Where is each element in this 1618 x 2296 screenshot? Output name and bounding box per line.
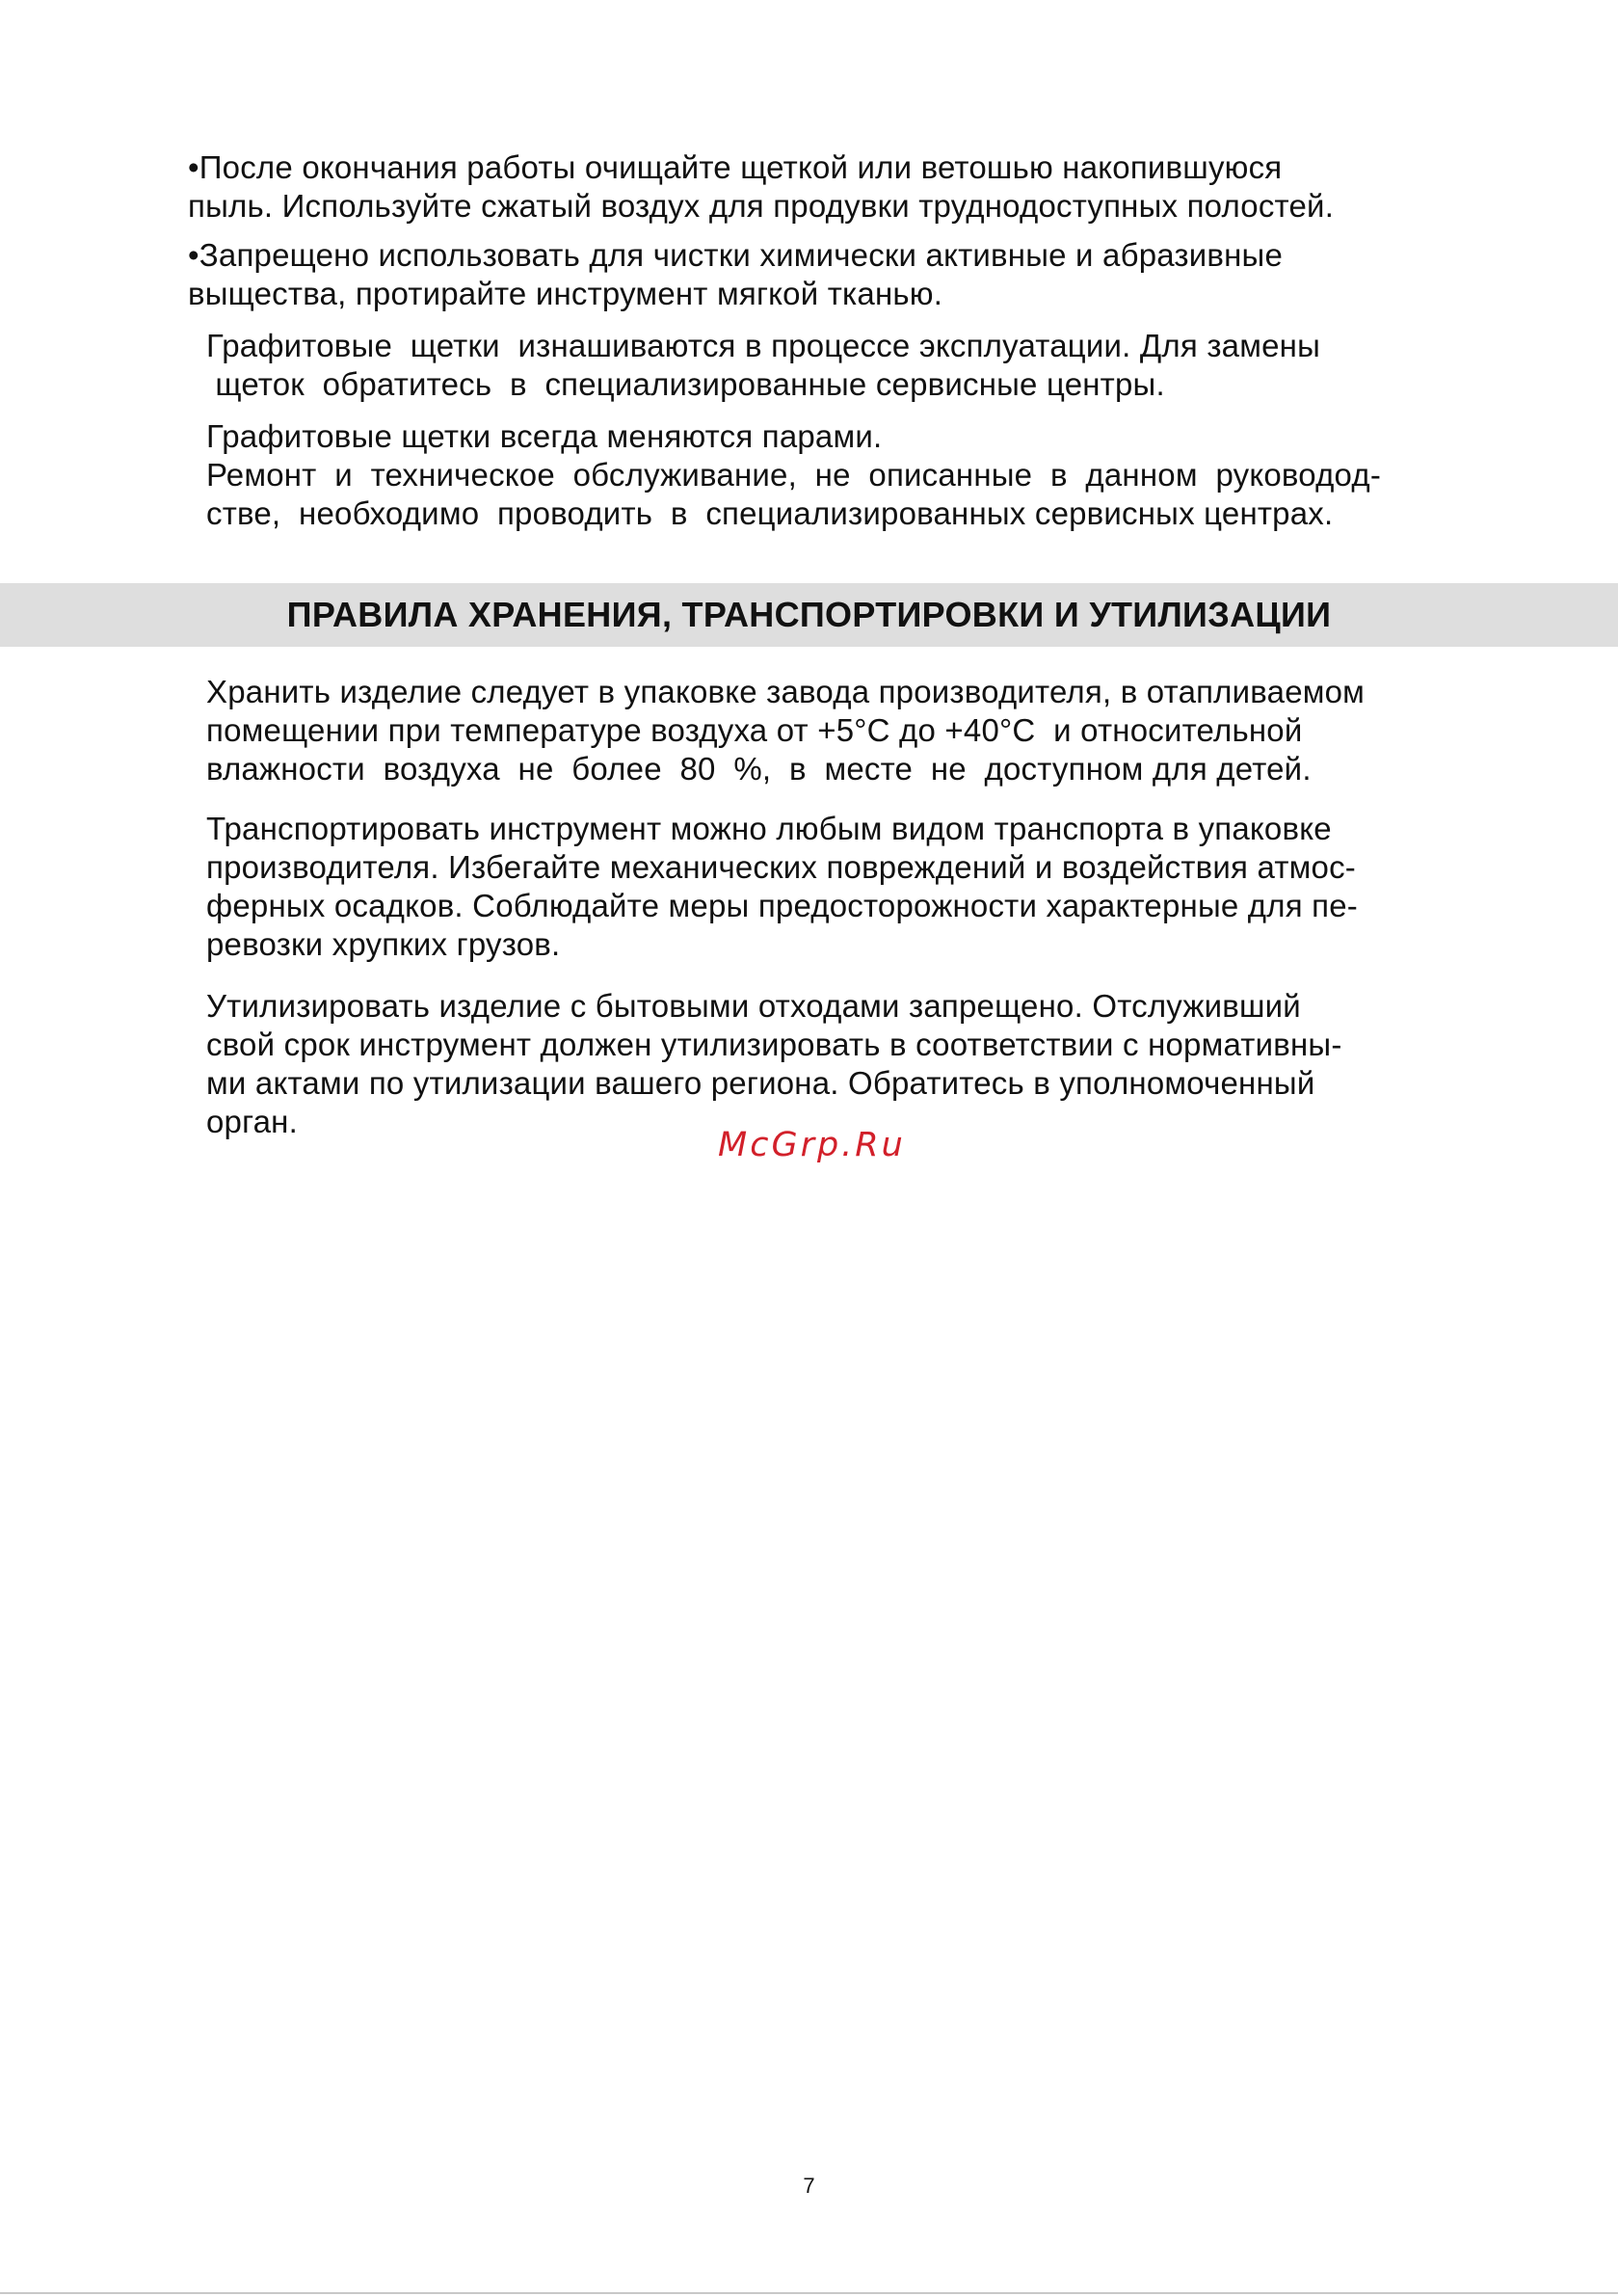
storage-line-3: влажности воздуха не более 80 %, в месте не доступном для детей.	[206, 751, 1312, 787]
bullet-chemicals-line-2: выщества, протирайте инструмент мягкой тканью.	[188, 276, 943, 311]
bullet-marker: •	[188, 237, 199, 273]
bottom-divider	[0, 2292, 1618, 2294]
transport-line-3: ферных осадков. Соблюдайте меры предосторожности характерные для пе-	[206, 888, 1358, 923]
disposal-line-2: свой срок инструмент должен утилизировать в соответствии с нормативны-	[206, 1027, 1342, 1062]
brush-note	[206, 327, 1320, 404]
disposal-line-1: Утилизировать изделие с бытовыми отходами запрещено. Отслуживший	[206, 988, 1301, 1024]
disposal-line-4: орган.	[206, 1104, 298, 1139]
bullet-chemicals-line-1	[188, 236, 1283, 275]
section-title: ПРАВИЛА ХРАНЕНИЯ, ТРАНСПОРТИРОВКИ И УТИЛИЗАЦИИ	[286, 595, 1332, 634]
storage-line-1: Хранить изделие следует в упаковке завода производителя, в отапливаемом	[206, 674, 1366, 709]
bullet-chemicals	[188, 236, 1283, 313]
brush-note-line-1: Графитовые щетки изнашиваются в процессе эксплуатации. Для замены	[206, 328, 1320, 363]
bullet-text: После окончания работы очищайте щеткой или ветошью накопившуюся	[199, 149, 1283, 185]
disposal-paragraph	[206, 987, 1342, 1141]
repair-note	[206, 417, 1381, 533]
section-heading-band	[0, 583, 1618, 647]
bullet-cleaning	[188, 148, 1334, 226]
page-number: 7	[803, 2174, 815, 2198]
transport-paragraph	[206, 810, 1358, 964]
repair-note-line-2: Ремонт и техническое обслуживание, не описанные в данном руководод-	[206, 457, 1382, 493]
bullet-cleaning-line-2: пыль. Используйте сжатый воздух для продувки труднодоступных полостей.	[188, 188, 1335, 224]
transport-line-4: ревозки хрупких грузов.	[206, 926, 561, 962]
disposal-line-3: ми актами по утилизации вашего региона. Обратитесь в уполномоченный	[206, 1065, 1315, 1101]
transport-line-1: Транспортировать инструмент можно любым видом транспорта в упаковке	[206, 811, 1332, 846]
bullet-text: Запрещено использовать для чистки химически активные и абразивные	[199, 237, 1284, 273]
storage-paragraph	[206, 673, 1365, 788]
brush-note-line-2: щеток обратитесь в специализированные сервисные центры.	[206, 366, 1165, 402]
bullet-cleaning-line-1	[188, 148, 1334, 187]
repair-note-line-3: стве, необходимо проводить в специализированных сервисных центрах.	[206, 495, 1334, 531]
watermark: McGrp.Ru	[718, 1126, 906, 1164]
transport-line-2: производителя. Избегайте механических повреждений и воздействия атмос-	[206, 849, 1356, 885]
storage-line-2: помещении при температуре воздуха от +5°С до +40°С и относительной	[206, 712, 1303, 748]
bullet-marker: •	[188, 149, 199, 185]
repair-note-line-1: Графитовые щетки всегда меняются парами.	[206, 418, 883, 454]
